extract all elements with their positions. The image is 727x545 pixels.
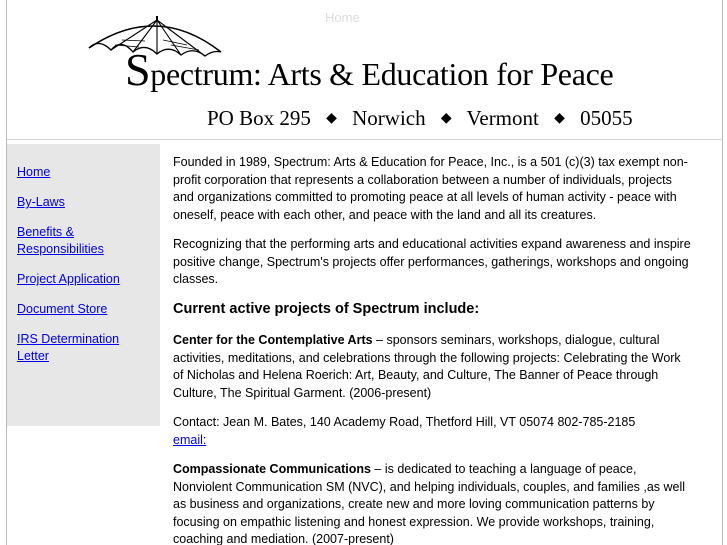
mission-paragraph: Recognizing that the performing arts and educational activities expand awareness and inspire positive change, Spectrum's projects offer performances, gatherings, workshops and ongoing classes. bbox=[173, 237, 691, 286]
address-separator: ◆ bbox=[440, 111, 452, 126]
intro-paragraph: Founded in 1989, Spectrum: Arts & Education for Peace, Inc., is a 501 (c)(3) tax exempt non-profit corporation that represents a collaboration between a number of individuals, projects and organizations committed to promoting peace at all levels of human activity - peace with oneself, peace with each other, and peace with the land and all its creatures. bbox=[173, 155, 688, 222]
nav-link-irs-letter[interactable] bbox=[17, 332, 119, 363]
sidebar-nav bbox=[7, 144, 160, 426]
ghost-header-text: Home bbox=[325, 10, 360, 25]
address-town: Norwich bbox=[352, 106, 426, 130]
nav-list bbox=[7, 144, 160, 365]
main-content bbox=[173, 154, 693, 545]
project-contemplative-arts bbox=[173, 332, 693, 402]
nav-link-irs-line1: IRS Determination bbox=[17, 332, 120, 346]
nav-link-home[interactable]: Home bbox=[17, 165, 51, 179]
nav-item-benefits bbox=[17, 224, 160, 258]
project-contact bbox=[173, 414, 693, 449]
site-title bbox=[125, 44, 614, 95]
site-header bbox=[7, 0, 722, 140]
header-divider bbox=[7, 139, 722, 140]
nav-item-home bbox=[17, 164, 160, 181]
nav-item-bylaws bbox=[17, 194, 160, 211]
nav-link-benefits[interactable] bbox=[17, 225, 104, 256]
nav-item-project-application bbox=[17, 271, 160, 288]
contact-text: Contact: Jean M. Bates, 140 Academy Road, Thetford Hill, VT 05074 802-785-2185 bbox=[173, 415, 636, 429]
project-compassionate-communications bbox=[173, 461, 693, 545]
project-description: – sponsors seminars, workshops, dialogue, cultural activities, meditations, and celebrations through the following projects: Celebrating the Work of Nicholas and Helena Roerich: Art, Beauty, and Culture, The Banner of Peace through Culture, The Spiritual Garment. (2006-present) bbox=[173, 333, 681, 400]
address-separator: ◆ bbox=[326, 111, 337, 126]
nav-item-document-store bbox=[17, 301, 160, 318]
nav-link-benefits-line1: Benefits & bbox=[17, 225, 74, 239]
nav-link-project-application[interactable]: Project Application bbox=[17, 272, 120, 286]
address-state: Vermont bbox=[466, 106, 539, 130]
nav-link-bylaws[interactable]: By-Laws bbox=[17, 195, 65, 209]
address-separator: ◆ bbox=[554, 111, 565, 126]
page-frame bbox=[6, 0, 723, 545]
nav-link-benefits-line2: Responsibilities bbox=[17, 242, 104, 256]
nav-link-irs-line2: Letter bbox=[17, 349, 49, 363]
address-zip: 05055 bbox=[580, 106, 633, 130]
address-pobox: PO Box 295 bbox=[207, 106, 311, 130]
project-name: Compassionate Communications bbox=[173, 462, 371, 476]
title-initial: S bbox=[125, 44, 151, 95]
project-description: – is dedicated to teaching a language of peace, Nonviolent Communication SM (NVC), and helping individuals, couples, and families ,as well as business and organizations, create new and more loving communication patterns by focusing on empathic listening and honest expression. We provide workshops, training, coaching and mediation. (2007-present) bbox=[173, 462, 686, 545]
nav-link-document-store[interactable]: Document Store bbox=[17, 302, 108, 316]
title-text: pectrum: Arts & Education for Peace bbox=[150, 56, 614, 92]
address-line bbox=[207, 106, 633, 131]
projects-heading: Current active projects of Spectrum include: bbox=[173, 300, 480, 317]
email-link[interactable]: email: bbox=[173, 432, 207, 447]
nav-item-irs-letter bbox=[17, 331, 160, 365]
project-name: Center for the Contemplative Arts bbox=[173, 333, 373, 347]
